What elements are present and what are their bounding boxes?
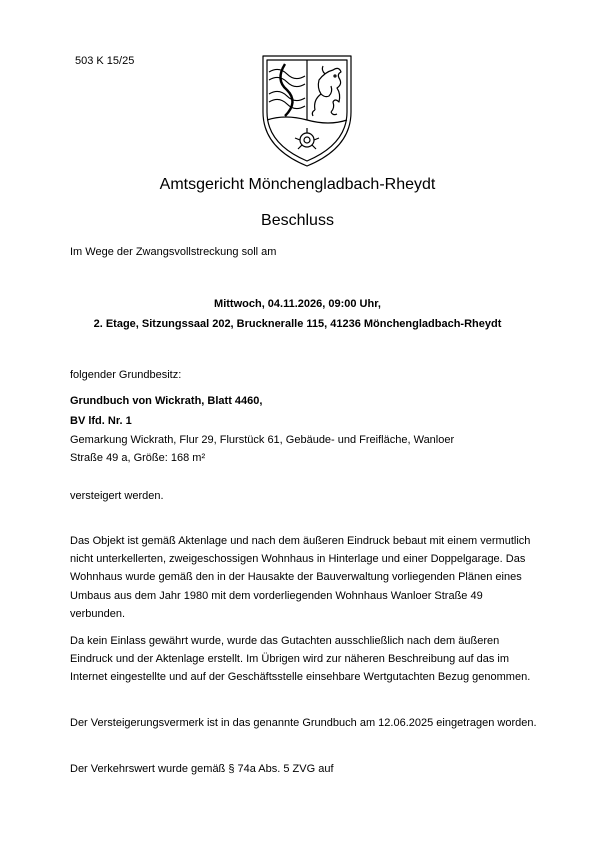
- document-title: Beschluss: [261, 212, 334, 229]
- paragraph-objekt: Das Objekt ist gemäß Aktenlage und nach dem äußeren Eindruck bebaut mit einem vermutlich nicht unterkellerten, zweigeschossigen Wohnhaus in Hinterlage und einer Doppelgarage. Das Wohnhaus wurde gemäß den in der Hausakte der Bauverwaltung vorliegenden Plänen eines Umbaus aus dem Jahr 1980 mit dem vorderliegenden Wohnhaus Wanloer Straße 49 verbunden.: [70, 535, 531, 620]
- intro-text: Im Wege der Zwangsvollstreckung soll am: [70, 246, 277, 258]
- termin-location: 2. Etage, Sitzungssaal 202, Bruckneralle 115, 41236 Mönchengladbach-Rheydt: [93, 318, 502, 330]
- grundbuch-entry: Grundbuch von Wickrath, Blatt 4460,: [70, 395, 263, 407]
- coat-of-arms-icon: [255, 50, 359, 170]
- grundbesitz-label: folgender Grundbesitz:: [70, 369, 182, 381]
- paragraph-versteigerungsvermerk: Der Versteigerungsvermerk ist in das genannte Grundbuch am 12.06.2025 eingetragen worden.: [70, 717, 537, 729]
- bv-number: BV lfd. Nr. 1: [70, 415, 132, 427]
- aktenzeichen: 503 K 15/25: [75, 55, 135, 67]
- paragraph-gutachten: Da kein Einlass gewährt wurde, wurde das Gutachten ausschließlich nach dem äußeren Eindruck und der Aktenlage erstellt. Im Übrigen wird zur näheren Beschreibung auf das im Internet eingestellte und auf der Geschäftsstelle einsehbare Wertgutachten Bezug genommen.: [70, 635, 531, 684]
- property-description-line2: Straße 49 a, Größe: 168 m²: [70, 452, 206, 464]
- termin-date: Mittwoch, 04.11.2026, 09:00 Uhr,: [214, 298, 381, 310]
- court-name: Amtsgericht Mönchengladbach-Rheydt: [159, 176, 436, 193]
- paragraph-verkehrswert: Der Verkehrswert wurde gemäß § 74a Abs. 5 ZVG auf: [70, 763, 334, 775]
- versteigert-text: versteigert werden.: [70, 490, 164, 502]
- property-description-line1: Gemarkung Wickrath, Flur 29, Flurstück 61, Gebäude- und Freifläche, Wanloer: [70, 434, 455, 446]
